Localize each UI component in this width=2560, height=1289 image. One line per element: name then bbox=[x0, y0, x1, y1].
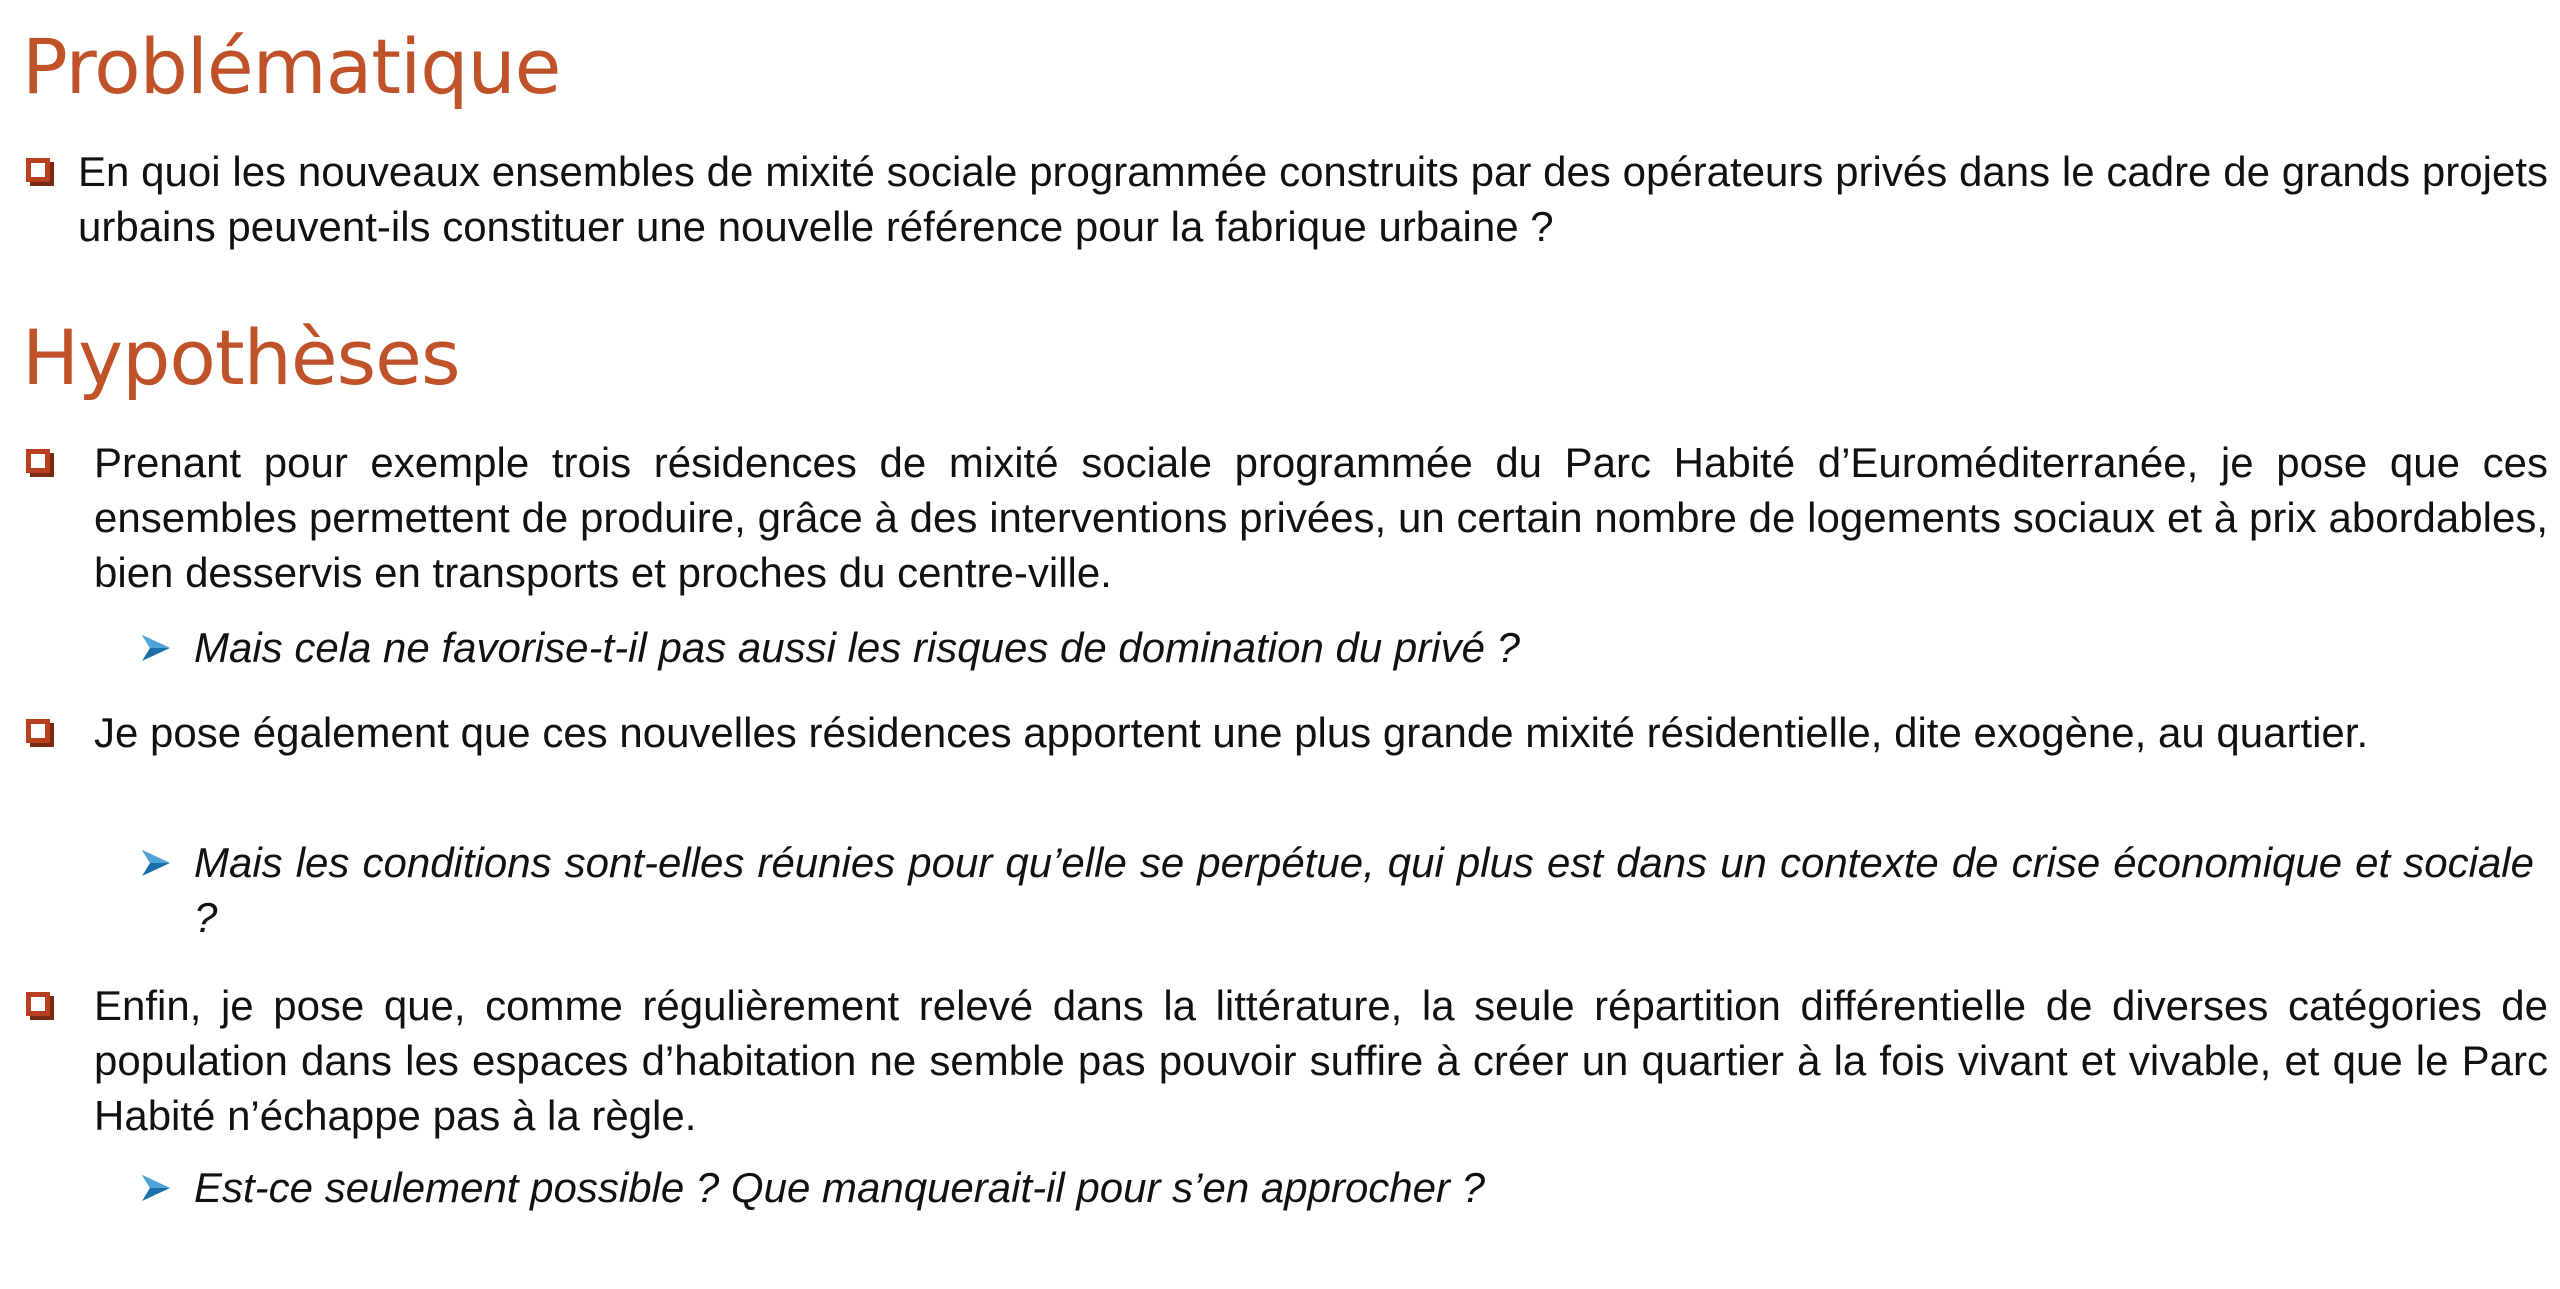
arrow-bullet-icon bbox=[138, 620, 174, 675]
hypothesis-text: Je pose également que ces nouvelles résidences apportent une plus grande mixité résidentielle, dite exogène, au quartier. bbox=[94, 709, 2369, 756]
hypothesis-text: Prenant pour exemple trois résidences de mixité sociale programmée du Parc Habité d’Euroméditerranée, je pose que ces ensembles permettent de produire, grâce à des interventions privées, un certain nombre de logements sociaux et à prix abordables, bien desservis en transports et proches du centre-ville. bbox=[94, 439, 2548, 596]
arrow-bullet-icon bbox=[138, 835, 174, 890]
hypothesis-question-text: Est-ce seulement possible ? Que manquerait-il pour s’en approcher ? bbox=[194, 1164, 1486, 1211]
hypothesis-item bbox=[26, 978, 2548, 1143]
hypothesis-item bbox=[26, 705, 2548, 760]
hypothesis-question bbox=[138, 620, 2534, 675]
hypothesis-question bbox=[138, 1160, 2534, 1215]
checkbox-bullet-icon bbox=[26, 992, 50, 1016]
hypothesis-question-text: Mais cela ne favorise-t-il pas aussi les risques de domination du privé ? bbox=[194, 624, 1520, 671]
checkbox-bullet-icon bbox=[26, 719, 50, 743]
problematique-question-text: En quoi les nouveaux ensembles de mixité sociale programmée construits par des opérateurs privés dans le cadre de grands projets urbains peuvent-ils constituer une nouvelle référence pour la fabrique urbaine ? bbox=[78, 148, 2548, 250]
checkbox-bullet-icon bbox=[26, 158, 50, 182]
hypothesis-question-text: Mais les conditions sont-elles réunies pour qu’elle se perpétue, qui plus est dans un contexte de crise économique et sociale ? bbox=[194, 839, 2534, 941]
problematique-question bbox=[26, 144, 2548, 254]
arrow-bullet-icon bbox=[138, 1160, 174, 1215]
hypothesis-item bbox=[26, 435, 2548, 600]
hypothesis-text: Enfin, je pose que, comme régulièrement relevé dans la littérature, la seule répartition différentielle de diverses catégories de population dans les espaces d’habitation ne semble pas pouvoir suffire à créer un quartier à la fois vivant et vivable, et que le Parc Habité n’échappe pas à la règle. bbox=[94, 982, 2548, 1139]
checkbox-bullet-icon bbox=[26, 449, 50, 473]
problematique-title: Problématique bbox=[22, 22, 561, 111]
hypothesis-question bbox=[138, 835, 2534, 945]
hypotheses-title: Hypothèses bbox=[22, 313, 460, 402]
